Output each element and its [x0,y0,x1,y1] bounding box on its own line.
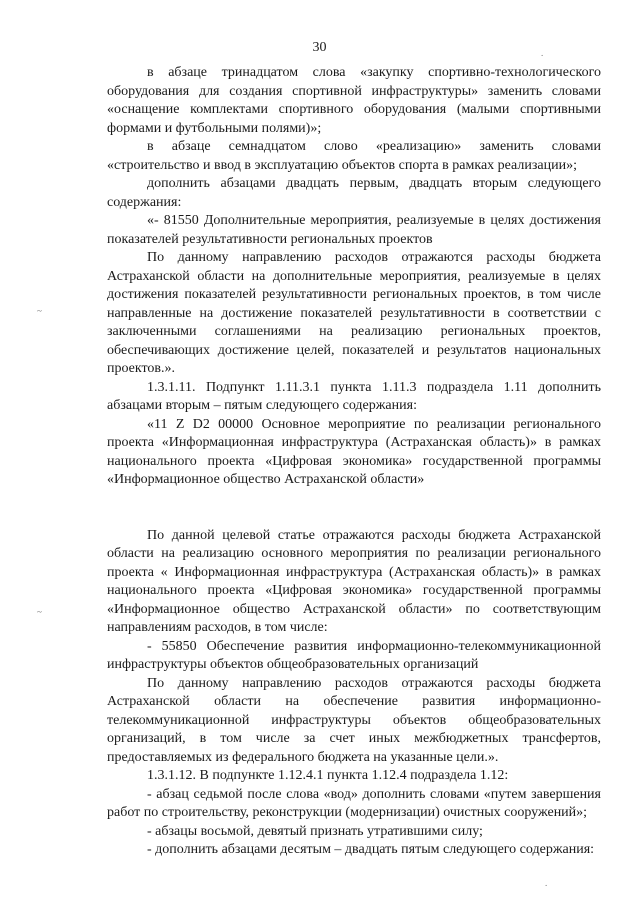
paragraph: - абзацы восьмой, девятый признать утратившими силу; [147,823,483,839]
paragraph: - абзац седьмой после слова «вод» дополнить словами «путем завершения работ по строительству, реконструкции (модернизации) очистных сооружений»; [107,786,601,820]
paragraph: в абзаце тринадцатом слова «закупку спортивно-технологического оборудования для создания спортивной инфраструктуры» заменить словами «оснащение комплектами спортивного оборудования (малыми спортивными формами и футбольными полями)»; [107,65,601,136]
paragraph: в абзаце семнадцатом слово «реализацию» заменить словами «строительство и ввод в эксплуатацию объектов спорта в рамках реализации»; [107,139,601,173]
paragraph: «11 Z D2 00000 Основное мероприятие по реализации регионального проекта «Информационная инфраструктура (Астраханская область)» в рамках национального проекта «Цифровая экономика» государственной программы «Информационное общество Астраханской области» [107,416,601,487]
paragraph: «- 81550 Дополнительные мероприятия, реализуемые в целях достижения показателей результативности региональных проектов [107,213,601,247]
paragraph: По данному направлению расходов отражаются расходы бюджета Астраханской области на обеспечение развития информационно-телекоммуникационной инфраструктуры объектов общеобразовательных организаций, в том числе за счет иных межбюджетных трансфертов, предоставляемых из федерального бюджета на указанные цели.». [107,675,601,765]
scan-speck: . [541,48,544,58]
page-number: 30 [312,40,327,55]
paragraph: По данной целевой статье отражаются расходы бюджета Астраханской области на реализацию основного мероприятия по реализации регионального проекта « Информационная инфраструктура (Астраханская область)» в рамках национального проекта «Цифровая экономика» государственной программы «Информационное общество Астраханской области» по соответствующим направлениям расходов, в том числе: [107,527,601,635]
paragraph: 1.3.1.11. Подпункт 1.11.3.1 пункта 1.11.3 подраздела 1.11 дополнить абзацами вторым – пятым следующего содержания: [107,379,601,413]
blank-line [107,490,601,527]
scan-speck: ~ [37,607,42,617]
document-body [107,64,601,860]
paragraph: 1.3.1.12. В подпункте 1.12.4.1 пункта 1.12.4 подраздела 1.12: [147,768,509,783]
paragraph: - 55850 Обеспечение развития информационно-телекоммуникационной инфраструктуры объектов общеобразовательных организаций [107,638,601,672]
scan-speck: ~ [37,306,42,316]
paragraph: По данному направлению расходов отражаются расходы бюджета Астраханской области на дополнительные мероприятия, реализуемые в целях достижения показателей результативности региональных проектов, в том числе направленные на достижение показателей результативности в соответствии с заключенными соглашениями на реализацию региональных проектов, обеспечивающих достижение целей, показателей и результатов национальных проектов.». [107,250,601,376]
scan-speck: . [545,878,548,888]
paragraph: - дополнить абзацами десятым – двадцать пятым следующего содержания: [147,842,595,857]
paragraph: дополнить абзацами двадцать первым, двадцать вторым следующего содержания: [107,176,601,210]
